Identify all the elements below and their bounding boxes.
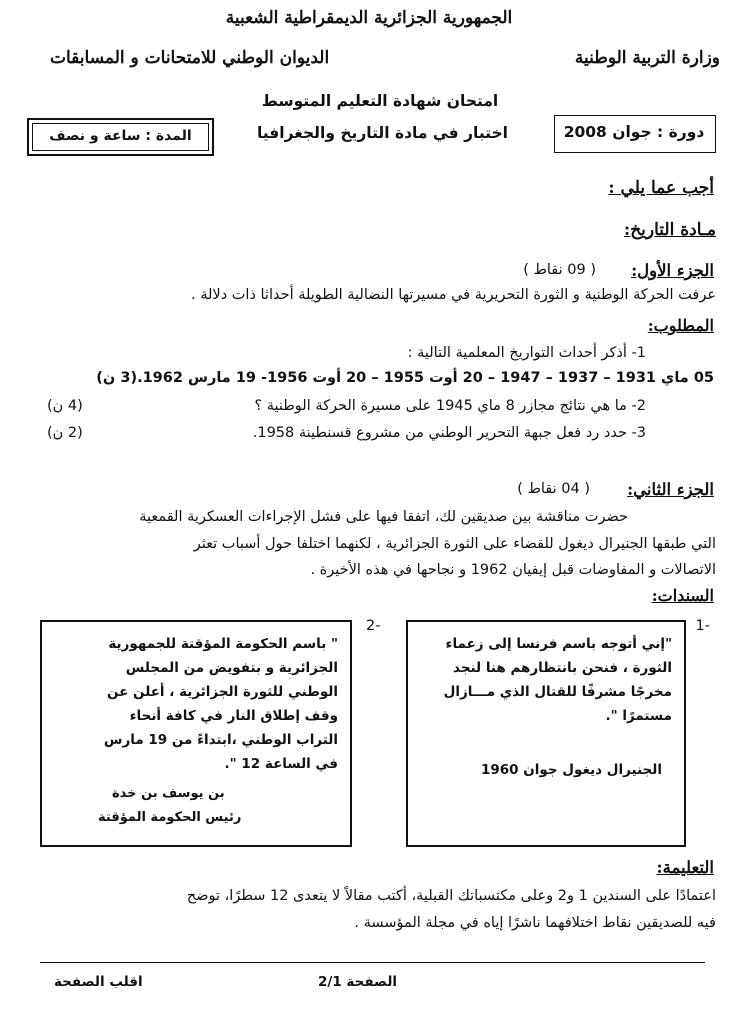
turn-page-note: اقلب الصفحة: [54, 974, 143, 990]
answer-instruction: أجب عما يلي :: [608, 178, 714, 198]
question-2-points: (4 ن): [47, 398, 83, 414]
document-1-number: -1: [695, 618, 710, 634]
required-label: المطلوب:: [647, 316, 714, 335]
part2-title: الجزء الثاني:: [627, 480, 714, 499]
document-1-box: [406, 620, 686, 847]
document-2-line-2: الجزائرية و بتفويض من المجلس: [125, 660, 338, 676]
documents-label: السندات:: [651, 586, 714, 605]
document-2-line-4: وقف إطلاق النار في كافة أنحاء: [129, 708, 338, 724]
part2-paragraph-line-1: حضرت مناقشة بين صديقين لك، اتفقا فيها على فشل الإجراءات العسكرية القمعية: [139, 509, 628, 525]
question-2: 2- ما هي نتائج مجازر 8 ماي 1945 على مسيرة الحركة الوطنية ؟: [254, 398, 646, 414]
republic-title: الجمهورية الجزائرية الديمقراطية الشعبية: [225, 8, 513, 28]
duration-box: [27, 118, 214, 156]
page-number: الصفحة 2/1: [318, 974, 398, 990]
document-2-line-5: التراب الوطني ،ابتداءً من 19 مارس: [103, 732, 338, 748]
question-3-points: (2 ن): [47, 425, 83, 441]
part2-points: ( 04 نقاط ): [517, 481, 590, 497]
subject-label: اختبار في مادة التاريخ والجغرافيا: [257, 124, 508, 142]
document-1-line-2: الثورة ، فنحن بانتظارهم هنا لنجد: [453, 660, 672, 676]
instruction-line-2: فيه للصديقين نقاط اختلافهما ناشرًا إياه في مجلة المؤسسة .: [354, 915, 716, 931]
document-2-source-title: رئيس الحكومة المؤقتة: [98, 810, 242, 825]
document-2-source-name: بن يوسف بن خدة: [112, 786, 225, 801]
instruction-label: التعليمة:: [656, 858, 714, 877]
document-1-source: الجنيرال ديغول جوان 1960: [480, 762, 662, 778]
session-box: [554, 115, 716, 153]
document-1-line-3: مخرجًا مشرفًا للقتال الذي مـــازال: [443, 684, 672, 700]
part1-title: الجزء الأول:: [631, 261, 714, 280]
exam-office-name: الديوان الوطني للامتحانات و المسابقات: [50, 48, 330, 68]
question-1: 1- أذكر أحداث التواريخ المعلمية التالية :: [407, 345, 646, 361]
history-section-title: مـادة التاريخ:: [623, 220, 716, 240]
exam-name: امتحان شهادة التعليم المتوسط: [261, 92, 499, 110]
part1-points: ( 09 نقاط ): [523, 262, 596, 278]
document-2-line-3: الوطني للثورة الجزائرية ، أعلن عن: [106, 684, 338, 700]
ministry-name: وزارة التربية الوطنية: [574, 48, 720, 68]
question-1-dates: 05 ماي 1931 – 1937 – 1947 – 20 أوت 1955 – 20 أوت 1956- 19 مارس 1962.(3 ن): [96, 370, 714, 386]
document-2-line-1: " باسم الحكومة المؤقتة للجمهورية: [108, 636, 338, 652]
document-1-line-1: "إني أتوجه باسم فرنسا إلى زعماء: [445, 636, 672, 652]
duration-label: المدة : ساعة و نصف: [49, 128, 192, 144]
footer-divider: [40, 962, 705, 963]
document-2-box: [40, 620, 352, 847]
instruction-line-1: اعتمادًا على السندين 1 و2 وعلى مكتسباتك القبلية، أكتب مقالاً لا يتعدى 12 سطرًا، توضح: [186, 888, 716, 904]
part2-paragraph-line-3: الاتصالات و المفاوضات قبل إيفيان 1962 و نجاحها في هذه الأخيرة .: [310, 562, 716, 578]
session-label: دورة : جوان 2008: [563, 123, 705, 141]
question-3: 3- حدد رد فعل جبهة التحرير الوطني من مشروع قسنطينة 1958.: [252, 425, 646, 441]
part1-statement: عرفت الحركة الوطنية و الثورة التحريرية في مسيرتها النضالية الطويلة أحداثا ذات دلالة .: [191, 287, 716, 303]
document-2-number: -2: [366, 618, 381, 634]
document-2-line-6: في الساعة 12 ".: [224, 756, 338, 772]
document-1-line-4: مستمرًا ".: [605, 708, 672, 724]
part2-paragraph-line-2: التي طبقها الجنيرال ديغول للقضاء على الثورة الجزائرية ، لكنهما اختلفا حول أسباب تعثر: [193, 536, 716, 552]
